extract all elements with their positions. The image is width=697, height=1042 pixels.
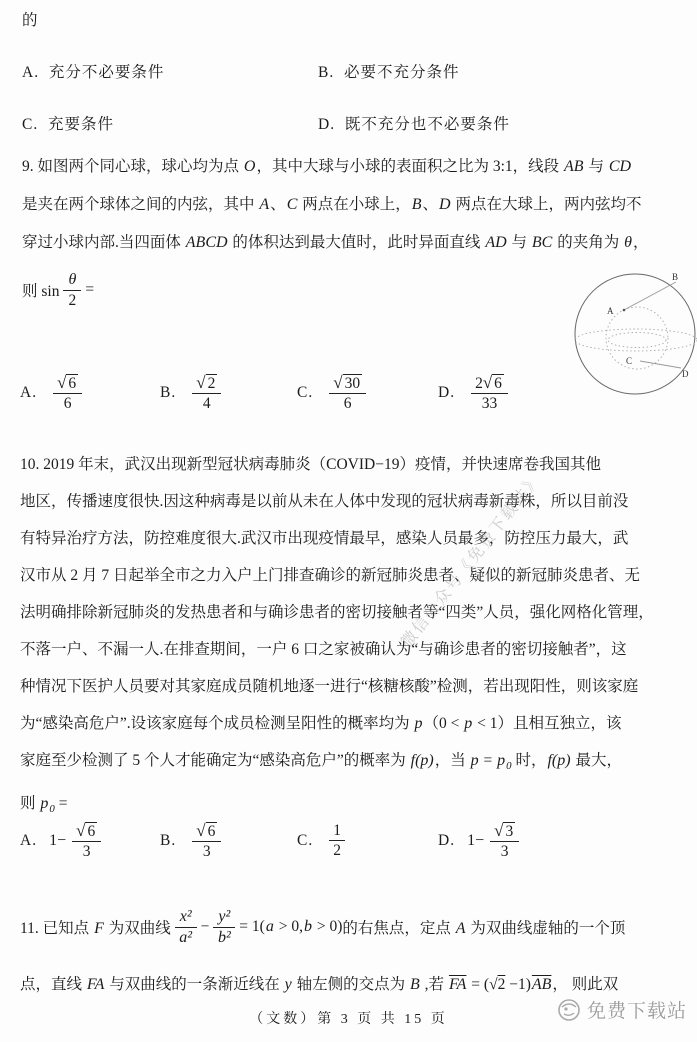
q9-text-line-2: 是夹在两个球体之间的内弦，其中 A、C 两点在小球上，B、D 两点在大球上，两内弦均不 (22, 196, 642, 213)
q8-option-b-label: B. (318, 64, 335, 81)
q11-hyperbola-x-fraction: $\frac{\text{x²}}{\text{a²}}$ (171, 908, 201, 947)
q9-option-d-value: 2 √ 6 33 (467, 374, 512, 413)
q11-text-line-1 (20, 892, 680, 962)
q10-option-d (438, 822, 523, 861)
figure-label-c: C (626, 356, 633, 366)
q9-text-line-1: 9. 如图两个同心球，球心均为点 O，其中大球与小球的表面积之比为 3:1，线段 AB 与 CD (22, 158, 632, 175)
q10-text-line-7: 种情况下医护人员要对其家庭成员随机地逐一进行“核糖核酸”检测，若出现阳性，则该家庭 (20, 678, 639, 695)
q10-text-line-4: 汉市从 2 月 7 日起举全市之力入户上门排查确诊的新冠肺炎患者、疑似的新冠肺炎患者、无 (20, 567, 641, 584)
point-a-dot (623, 309, 626, 312)
q10-text-line-6: 不落一户、不漏一人.在排查期间，一户 6 口之家被确认为“与确诊患者的密切接触者”，这 (20, 641, 627, 658)
q10-option-b-label: B. (160, 832, 177, 850)
q9-option-a (20, 374, 86, 413)
small-sphere-equator (608, 333, 666, 348)
q11-lead-text: 11. 已知点 F 为双曲线 (20, 920, 171, 937)
q9-options-row (0, 368, 697, 432)
q9-formula-prefix: 则 sin (22, 283, 60, 300)
q10-option-d-label: D. (438, 832, 456, 850)
q11-minus-sign: − (200, 918, 210, 935)
q9-formula-suffix: = (85, 281, 95, 298)
q9-option-a-label: A. (20, 384, 38, 402)
q10-option-a-value: 1− √ 6 3 (49, 822, 105, 861)
q8-option-c-text: 充要条件 (47, 116, 114, 133)
q10-option-c-label: C. (297, 831, 314, 849)
q9-option-d (438, 374, 512, 413)
q10-text-line-9: 家庭至少检测了 5 个人才能确定为“感染高危户”的概率为 f(p)，当 $p = p_0$ 时，f(p) 最大， (20, 752, 622, 773)
figure-label-b: B (672, 272, 679, 282)
q10-option-c-value: $\frac{1}{2}$ (325, 822, 349, 860)
q8-option-c-label: C. (22, 116, 39, 133)
q9-option-c-value: √ 30 6 (325, 374, 370, 413)
corner-watermark (556, 996, 687, 1023)
q8-option-c (22, 112, 114, 134)
q9-formula-fraction: $\frac{\theta}{2}$ (59, 271, 85, 309)
q11-tail-text: 的右焦点，定点 A 为双曲线虚轴的一个顶 (342, 920, 626, 937)
site-logo-icon (556, 997, 582, 1023)
q10-options-row (0, 816, 697, 880)
q8-option-a (22, 60, 164, 82)
q8-option-a-text: 充分不必要条件 (48, 64, 165, 81)
question8-stem-tail: 的 (22, 12, 38, 29)
q8-option-a-label: A. (22, 64, 40, 81)
q10-text-line-8: 为“感染高危户”.设该家庭每个成员检测呈阳性的概率均为 p（0 < p < 1）且相互独立，该 (20, 715, 622, 732)
q8-option-d-text: 既不充分也不必要条件 (344, 116, 510, 133)
q9-option-c-label: C. (297, 384, 314, 402)
q8-option-d (318, 112, 510, 134)
page-footer: （文数）第 3 页 共 15 页 (249, 1012, 448, 1027)
figure-label-d: D (682, 369, 689, 379)
q10-option-a-label: A. (20, 832, 38, 850)
q8-option-b (318, 60, 459, 82)
question-11 (20, 892, 680, 1004)
q9-option-b (160, 374, 225, 413)
diagonal-watermark: 微信公众号《免费下载站》 (398, 470, 545, 652)
q10-option-b-value: √ 6 3 (188, 822, 225, 861)
q10-text-line-10: 则 $p_0$ = (20, 795, 68, 816)
question-10 (20, 446, 680, 828)
q10-option-a (20, 822, 105, 861)
q10-text-line-5: 法明确排除新冠肺炎的发热患者和与确诊患者的密切接触者等“四类”人员，强化网格化管理， (20, 604, 654, 621)
q10-text-line-3: 有特异治疗方法，防控难度很大.武汉市出现疫情最早，感染人员最多，防控压力最大，武 (20, 530, 629, 547)
small-sphere-outline (606, 307, 668, 369)
figure-label-a: A (607, 306, 614, 316)
q8-option-b-text: 必要不充分条件 (343, 64, 460, 81)
q10-text-line-1: 10. 2019 年末，武汉出现新型冠状病毒肺炎（COVID−19）疫情，并快速席卷我国其他 (20, 456, 601, 473)
q11-equation-condition: = 1(a > 0,b > 0) (239, 918, 343, 935)
q9-option-b-value: √ 2 4 (188, 374, 225, 413)
q10-option-b (160, 822, 225, 861)
q9-option-a-value: √ 6 6 (49, 374, 86, 413)
q9-option-c (297, 374, 370, 413)
q8-option-d-label: D. (318, 116, 336, 133)
q9-text-line-3: 穿过小球内部.当四面体 ABCD 的体积达到最大值时，此时异面直线 AD 与 BC 的夹角为 θ， (22, 234, 649, 251)
chord-cd (640, 361, 681, 368)
q10-option-d-value: 1− √ 3 3 (467, 822, 523, 861)
q10-text-line-2: 地区，传播速度很快.因这种病毒是以前从未在人体中发现的冠状病毒新毒株，所以目前没 (20, 493, 629, 510)
chord-ab (624, 282, 676, 310)
q11-hyperbola-y-fraction: $\frac{\text{y²}}{\text{b²}}$ (209, 908, 239, 947)
corner-watermark-text: 免费下载站 (587, 1001, 688, 1022)
q10-option-c (297, 822, 349, 860)
q9-option-d-label: D. (438, 384, 456, 402)
q9-option-b-label: B. (160, 384, 177, 402)
q11-text-line-2: 点，直线 FA 与双曲线的一条渐近线在 y 轴左侧的交点为 B ,若 $\overline{FA} = (√2 -1)\overline{AB}$， 则此双 (20, 976, 619, 993)
